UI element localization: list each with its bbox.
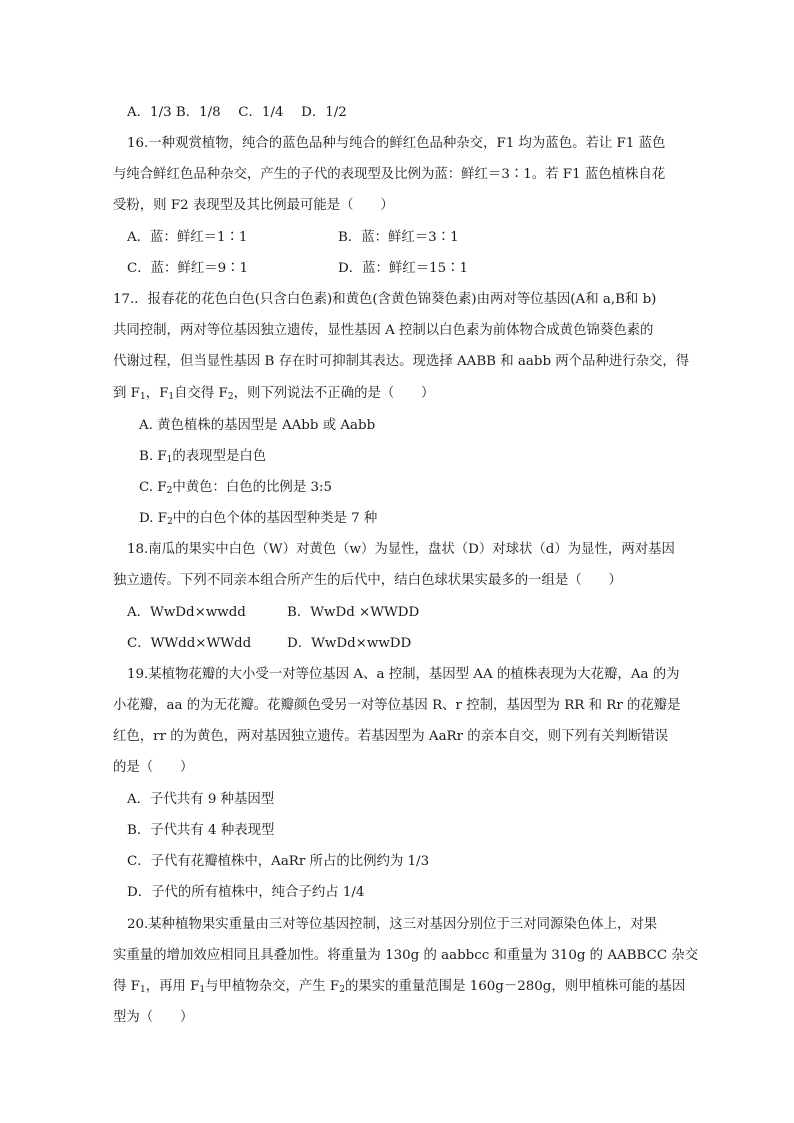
q17-option-d bbox=[139, 509, 377, 529]
q17-option-b-post: 的表现型是白色 bbox=[172, 449, 267, 464]
q19-option-a: A．子代共有 9 种基因型 bbox=[127, 792, 275, 807]
q17-line4-part-a: 到 F bbox=[113, 386, 140, 401]
q16-option-b: B．蓝：鲜红＝3∶1 bbox=[338, 230, 459, 245]
q16-option-a: A．蓝：鲜红＝1∶1 bbox=[127, 230, 248, 245]
subscript: 1 bbox=[166, 455, 173, 465]
q16-stem-line-1: 16.一种观赏植物，纯合的蓝色品种与纯合的鲜红色品种杂交，F1 均为蓝色。若让 F1 蓝色 bbox=[127, 136, 666, 151]
q17-option-c-pre: C. F bbox=[139, 480, 167, 495]
q17-stem-line-4 bbox=[113, 384, 434, 404]
subscript: 1 bbox=[168, 392, 175, 402]
q19-stem-line-4: 的是（ ） bbox=[113, 760, 194, 775]
q20-stem-line-1: 20.某种植物果实重量由三对等位基因控制，这三对基因分别位于三对同源染色体上，对果 bbox=[127, 917, 658, 932]
q19-stem-line-1: 19.某植物花瓣的大小受一对等位基因 A、a 控制，基因型 AA 的植株表现为大花瓣，Aa 的为 bbox=[127, 667, 680, 682]
subscript: 1 bbox=[139, 985, 146, 995]
q17-stem-line-2: 共同控制，两对等位基因独立遗传，显性基因 A 控制以白色素为前体物合成黄色锦葵色素的 bbox=[113, 323, 654, 338]
q20-stem-line-2: 实重量的增加效应相同且具叠加性。将重量为 130g 的 aabbcc 和重量为 310g 的 AABBCC 杂交 bbox=[113, 948, 699, 963]
subscript: 1 bbox=[199, 985, 206, 995]
q19-stem-line-2: 小花瓣，aa 的为无花瓣。花瓣颜色受另一对等位基因 R、r 控制，基因型为 RR 和 Rr 的花瓣是 bbox=[113, 698, 681, 713]
q20-line3-part-a: 得 F bbox=[113, 979, 140, 994]
q18-option-d: D．WwDd×wwDD bbox=[287, 636, 412, 651]
q17-line4-part-d: ，则下列说法不正确的是（ ） bbox=[233, 386, 435, 401]
q17-option-b-pre: B. F bbox=[139, 449, 167, 464]
q18-stem-line-2: 独立遗传。下列不同亲本组合所产生的后代中，结白色球状果实最多的一组是（ ） bbox=[113, 573, 622, 588]
subscript: 2 bbox=[166, 486, 173, 496]
subscript: 1 bbox=[139, 392, 146, 402]
q17-option-a: A. 黄色植株的基因型是 AAbb 或 Aabb bbox=[139, 418, 376, 433]
q17-option-d-pre: D. F bbox=[139, 511, 168, 526]
q16-option-d: D．蓝：鲜红＝15∶1 bbox=[338, 261, 469, 276]
q17-option-c bbox=[139, 478, 332, 498]
q17-option-b bbox=[139, 447, 266, 467]
q17-stem-line-1: 17.．报春花的花色白色(只含白色素)和黄色(含黄色锦葵色素)由两对等位基因(A和 a,B和 b) bbox=[113, 292, 657, 307]
q17-option-d-post: 中的白色个体的基因型种类是 7 种 bbox=[172, 511, 378, 526]
q20-stem-line-4: 型为（ ） bbox=[113, 1010, 194, 1025]
q17-option-c-post: 中黄色：白色的比例是 3:5 bbox=[172, 480, 333, 495]
q15-options: A．1/3 B．1/8 C．1/4 D．1/2 bbox=[127, 105, 347, 120]
q19-option-c: C．子代有花瓣植株中，AaRr 所占的比例约为 1/3 bbox=[127, 854, 430, 869]
q20-line3-part-d: 的果实的重量范围是 160g－280g，则甲植株可能的基因 bbox=[344, 979, 686, 994]
q19-stem-line-3: 红色，rr 的为黄色，两对基因独立遗传。若基因型为 AaRr 的亲本自交，则下列有关判断错误 bbox=[113, 729, 669, 744]
q16-stem-line-2: 与纯合鲜红色品种杂交，产生的子代的表现型及比例为蓝：鲜红＝3∶1。若 F1 蓝色植株自花 bbox=[113, 167, 666, 182]
q17-line4-part-c: 自交得 F bbox=[174, 386, 228, 401]
subscript: 2 bbox=[167, 517, 173, 527]
q18-option-c: C．WWdd×WWdd bbox=[127, 636, 252, 651]
q17-stem-line-3: 代谢过程，但当显性基因 B 存在时可抑制其表达。现选择 AABB 和 aabb 两个品种进行杂交，得 bbox=[113, 354, 690, 369]
q16-stem-line-3: 受粉，则 F2 表现型及其比例最可能是（ ） bbox=[113, 198, 394, 213]
q17-line4-part-b: ，F bbox=[145, 386, 169, 401]
q20-line3-part-c: 与甲植物杂交，产生 F bbox=[205, 979, 340, 994]
q18-stem-line-1: 18.南瓜的果实中白色（W）对黄色（w）为显性，盘状（D）对球状（d）为显性，两对基因 bbox=[127, 542, 675, 557]
subscript: 2 bbox=[339, 985, 345, 995]
q20-line3-part-b: ，再用 F bbox=[145, 979, 200, 994]
q16-option-c: C．蓝：鲜红＝9∶1 bbox=[127, 261, 249, 276]
q19-option-d: D．子代的所有植株中，纯合子约占 1/4 bbox=[127, 885, 365, 900]
q18-option-b: B．WwDd ×WWDD bbox=[287, 605, 420, 620]
q19-option-b: B．子代共有 4 种表现型 bbox=[127, 823, 275, 838]
q20-stem-line-3 bbox=[113, 977, 685, 997]
subscript: 2 bbox=[227, 392, 234, 402]
q18-option-a: A．WwDd×wwdd bbox=[127, 605, 246, 620]
